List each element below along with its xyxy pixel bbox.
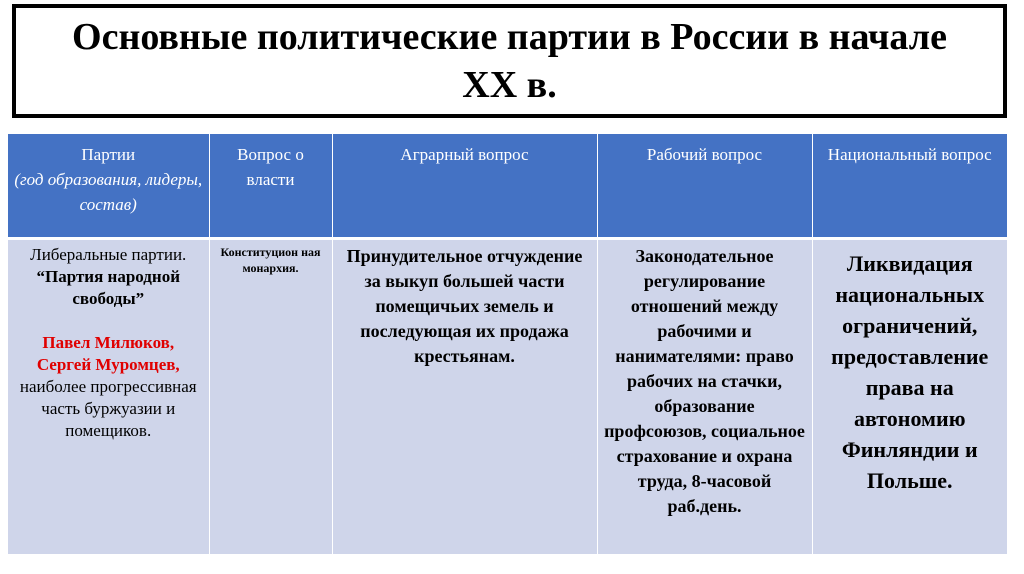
header-national: Национальный вопрос [812,134,1007,239]
header-parties-sub: (год образования, лидеры, состав) [14,170,203,214]
header-agrarian: Аграрный вопрос [332,134,597,239]
table-header-row [8,134,1007,239]
party-name: “Партия народной свободы” [36,267,180,308]
party-leaders: Павел Милюков, Сергей Муромцев, [36,333,180,374]
cell-labor: Законодательное регулирование отношений между рабочими и нанимателями: право рабочих на стачки, образование профсоюзов, социальное страхование и охрана труда, 8-часовой раб.день. [597,239,812,555]
cell-party [8,239,209,555]
header-parties [8,134,209,239]
table-row [8,239,1007,555]
header-power: Вопрос о власти [209,134,332,239]
spacer [14,310,203,332]
party-type: Либеральные партии. [30,245,187,264]
header-labor: Рабочий вопрос [597,134,812,239]
cell-power: Конституцион ная монархия. [209,239,332,555]
party-composition: наиболее прогрессивная часть буржуазии и помещиков. [19,377,197,440]
title-box [12,4,1007,118]
header-parties-label: Партии [81,145,136,164]
cell-agrarian: Принудительное отчуждение за выкуп большей части помещичьих земель и последующая их продажа крестьянам. [332,239,597,555]
cell-national: Ликвидация национальных ограничений, предоставление права на автономию Финляндии и Польше. [812,239,1007,555]
parties-table [8,134,1007,554]
page-title: Основные политические партии в России в начале XX в. [72,16,947,106]
